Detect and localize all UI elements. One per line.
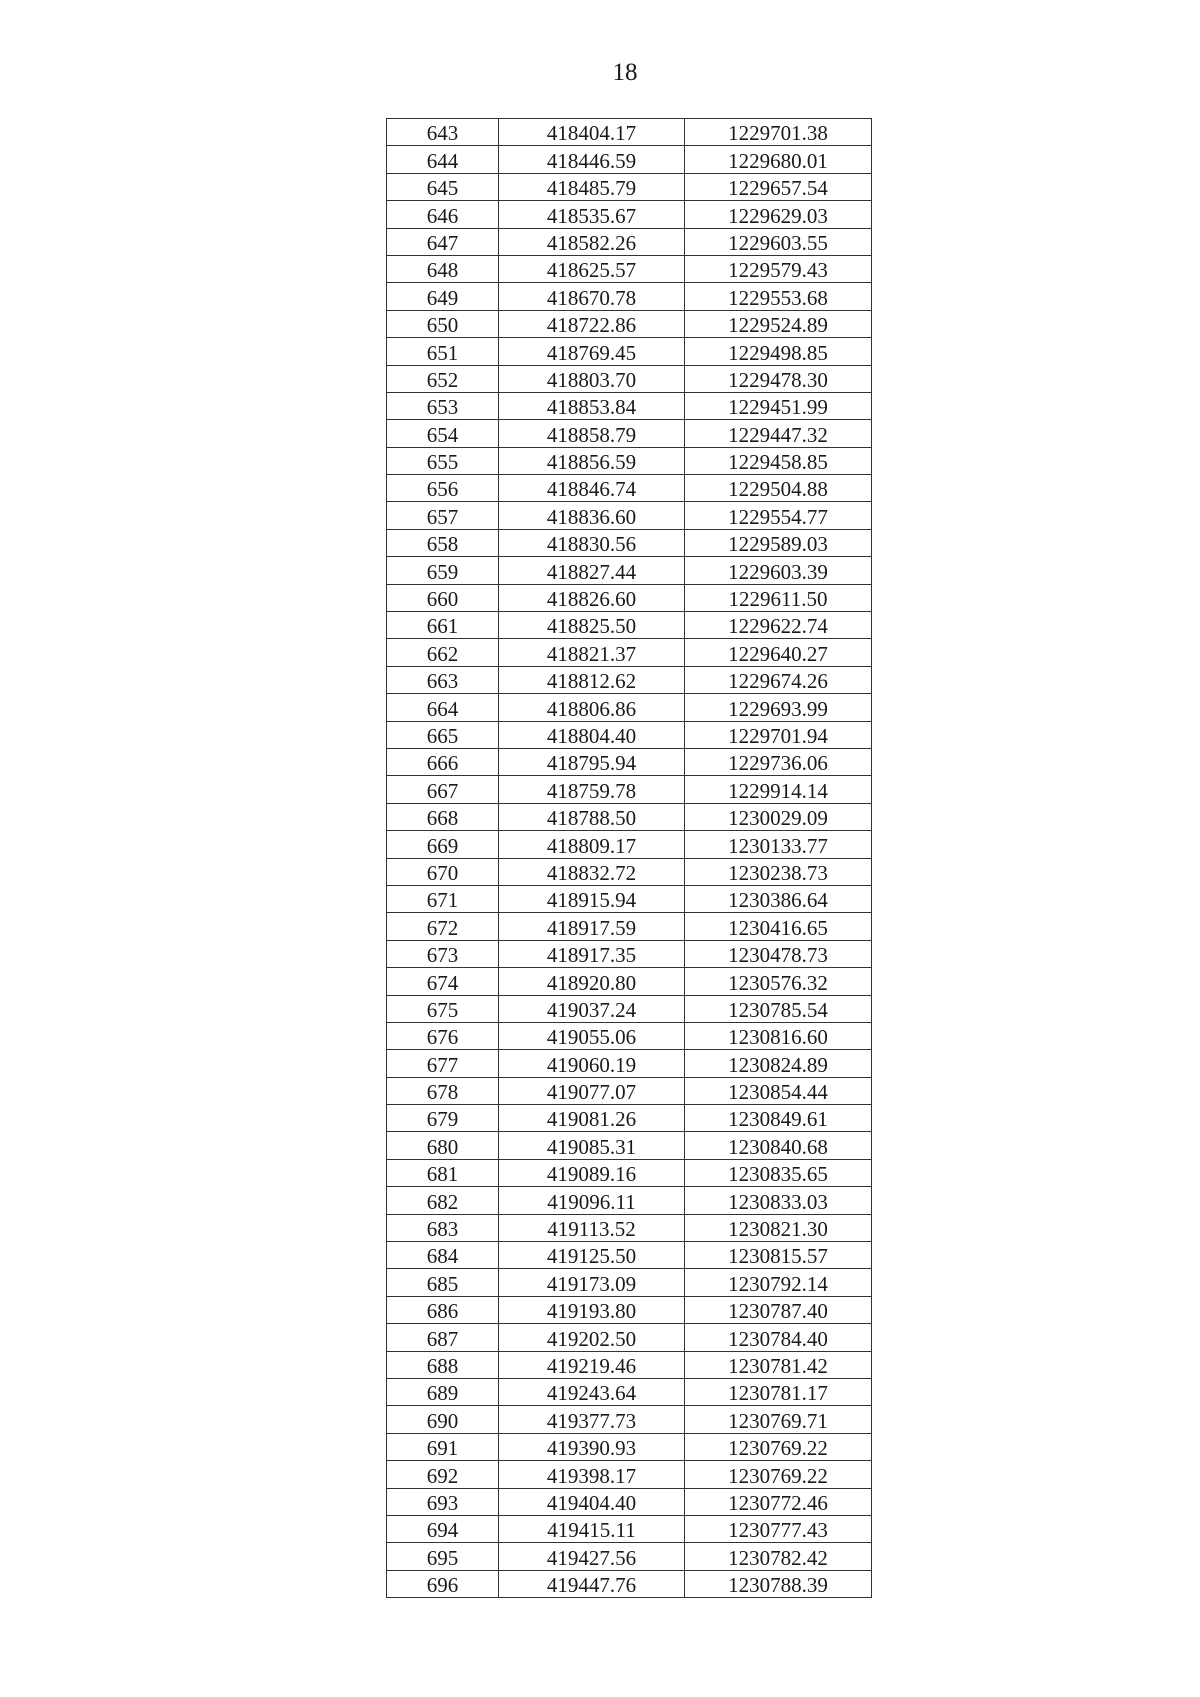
table-row	[387, 858, 872, 885]
y-coordinate-cell: 1229504.88	[685, 475, 872, 502]
y-coordinate-cell: 1229458.85	[685, 447, 872, 474]
y-coordinate-cell: 1230854.44	[685, 1077, 872, 1104]
x-coordinate-cell: 418788.50	[499, 803, 685, 830]
table-row	[387, 1022, 872, 1049]
table-row	[387, 1543, 872, 1570]
x-coordinate-cell: 418920.80	[499, 968, 685, 995]
y-coordinate-cell: 1230478.73	[685, 940, 872, 967]
y-coordinate-cell: 1230816.60	[685, 1022, 872, 1049]
x-coordinate-cell: 418803.70	[499, 365, 685, 392]
table-row	[387, 639, 872, 666]
x-coordinate-cell: 418806.86	[499, 694, 685, 721]
table-row	[387, 1515, 872, 1542]
page-number: 18	[612, 59, 638, 86]
x-coordinate-cell: 419390.93	[499, 1433, 685, 1460]
y-coordinate-cell: 1230781.42	[685, 1351, 872, 1378]
point-number-cell: 688	[387, 1351, 499, 1378]
y-coordinate-cell: 1229611.50	[685, 584, 872, 611]
table-row	[387, 392, 872, 419]
x-coordinate-cell: 418404.17	[499, 119, 685, 146]
x-coordinate-cell: 418535.67	[499, 201, 685, 228]
point-number-cell: 681	[387, 1159, 499, 1186]
point-number-cell: 649	[387, 283, 499, 310]
point-number-cell: 660	[387, 584, 499, 611]
point-number-cell: 692	[387, 1461, 499, 1488]
x-coordinate-cell: 418795.94	[499, 748, 685, 775]
point-number-cell: 650	[387, 310, 499, 337]
y-coordinate-cell: 1229701.94	[685, 721, 872, 748]
point-number-cell: 657	[387, 502, 499, 529]
x-coordinate-cell: 418836.60	[499, 502, 685, 529]
y-coordinate-cell: 1230792.14	[685, 1269, 872, 1296]
point-number-cell: 656	[387, 475, 499, 502]
x-coordinate-cell: 419404.40	[499, 1488, 685, 1515]
x-coordinate-cell: 419202.50	[499, 1324, 685, 1351]
x-coordinate-cell: 418769.45	[499, 338, 685, 365]
x-coordinate-cell: 418812.62	[499, 666, 685, 693]
point-number-cell: 647	[387, 228, 499, 255]
table-row	[387, 283, 872, 310]
y-coordinate-cell: 1230782.42	[685, 1543, 872, 1570]
x-coordinate-cell: 418485.79	[499, 173, 685, 200]
y-coordinate-cell: 1229622.74	[685, 612, 872, 639]
y-coordinate-cell: 1230133.77	[685, 831, 872, 858]
y-coordinate-cell: 1229524.89	[685, 310, 872, 337]
x-coordinate-cell: 419055.06	[499, 1022, 685, 1049]
point-number-cell: 678	[387, 1077, 499, 1104]
x-coordinate-cell: 418915.94	[499, 885, 685, 912]
table-row	[387, 420, 872, 447]
x-coordinate-cell: 419173.09	[499, 1269, 685, 1296]
point-number-cell: 683	[387, 1214, 499, 1241]
coordinates-table-body	[387, 119, 872, 1598]
table-row	[387, 529, 872, 556]
y-coordinate-cell: 1229603.55	[685, 228, 872, 255]
x-coordinate-cell: 419096.11	[499, 1187, 685, 1214]
y-coordinate-cell: 1230833.03	[685, 1187, 872, 1214]
point-number-cell: 658	[387, 529, 499, 556]
point-number-cell: 679	[387, 1105, 499, 1132]
table-row	[387, 803, 872, 830]
point-number-cell: 665	[387, 721, 499, 748]
y-coordinate-cell: 1229579.43	[685, 255, 872, 282]
x-coordinate-cell: 418853.84	[499, 392, 685, 419]
table-row	[387, 721, 872, 748]
table-row	[387, 228, 872, 255]
point-number-cell: 694	[387, 1515, 499, 1542]
y-coordinate-cell: 1230769.22	[685, 1461, 872, 1488]
point-number-cell: 652	[387, 365, 499, 392]
point-number-cell: 663	[387, 666, 499, 693]
table-row	[387, 1050, 872, 1077]
x-coordinate-cell: 418825.50	[499, 612, 685, 639]
point-number-cell: 685	[387, 1269, 499, 1296]
x-coordinate-cell: 419193.80	[499, 1296, 685, 1323]
table-row	[387, 1351, 872, 1378]
table-row	[387, 748, 872, 775]
y-coordinate-cell: 1229478.30	[685, 365, 872, 392]
y-coordinate-cell: 1229553.68	[685, 283, 872, 310]
table-row	[387, 1324, 872, 1351]
point-number-cell: 646	[387, 201, 499, 228]
x-coordinate-cell: 418858.79	[499, 420, 685, 447]
point-number-cell: 669	[387, 831, 499, 858]
x-coordinate-cell: 419081.26	[499, 1105, 685, 1132]
y-coordinate-cell: 1230777.43	[685, 1515, 872, 1542]
point-number-cell: 644	[387, 146, 499, 173]
table-row	[387, 612, 872, 639]
table-row	[387, 1570, 872, 1597]
x-coordinate-cell: 419060.19	[499, 1050, 685, 1077]
point-number-cell: 689	[387, 1378, 499, 1405]
y-coordinate-cell: 1229680.01	[685, 146, 872, 173]
y-coordinate-cell: 1229640.27	[685, 639, 872, 666]
y-coordinate-cell: 1230835.65	[685, 1159, 872, 1186]
x-coordinate-cell: 418856.59	[499, 447, 685, 474]
point-number-cell: 680	[387, 1132, 499, 1159]
x-coordinate-cell: 419085.31	[499, 1132, 685, 1159]
point-number-cell: 671	[387, 885, 499, 912]
y-coordinate-cell: 1230849.61	[685, 1105, 872, 1132]
table-row	[387, 447, 872, 474]
point-number-cell: 653	[387, 392, 499, 419]
point-number-cell: 675	[387, 995, 499, 1022]
point-number-cell: 643	[387, 119, 499, 146]
x-coordinate-cell: 419077.07	[499, 1077, 685, 1104]
table-row	[387, 666, 872, 693]
table-row	[387, 365, 872, 392]
table-row	[387, 776, 872, 803]
y-coordinate-cell: 1230815.57	[685, 1242, 872, 1269]
x-coordinate-cell: 418804.40	[499, 721, 685, 748]
y-coordinate-cell: 1229498.85	[685, 338, 872, 365]
y-coordinate-cell: 1229603.39	[685, 557, 872, 584]
y-coordinate-cell: 1230772.46	[685, 1488, 872, 1515]
y-coordinate-cell: 1229914.14	[685, 776, 872, 803]
x-coordinate-cell: 419427.56	[499, 1543, 685, 1570]
table-row	[387, 1159, 872, 1186]
point-number-cell: 666	[387, 748, 499, 775]
table-row	[387, 1296, 872, 1323]
x-coordinate-cell: 418917.35	[499, 940, 685, 967]
table-row	[387, 255, 872, 282]
x-coordinate-cell: 418446.59	[499, 146, 685, 173]
y-coordinate-cell: 1230576.32	[685, 968, 872, 995]
y-coordinate-cell: 1230769.71	[685, 1406, 872, 1433]
table-row	[387, 557, 872, 584]
x-coordinate-cell: 418832.72	[499, 858, 685, 885]
x-coordinate-cell: 419377.73	[499, 1406, 685, 1433]
y-coordinate-cell: 1230785.54	[685, 995, 872, 1022]
table-row	[387, 119, 872, 146]
table-row	[387, 913, 872, 940]
point-number-cell: 693	[387, 1488, 499, 1515]
x-coordinate-cell: 418670.78	[499, 283, 685, 310]
x-coordinate-cell: 419037.24	[499, 995, 685, 1022]
point-number-cell: 673	[387, 940, 499, 967]
x-coordinate-cell: 418821.37	[499, 639, 685, 666]
y-coordinate-cell: 1230781.17	[685, 1378, 872, 1405]
table-row	[387, 584, 872, 611]
y-coordinate-cell: 1229554.77	[685, 502, 872, 529]
table-row	[387, 475, 872, 502]
x-coordinate-cell: 419113.52	[499, 1214, 685, 1241]
table-row	[387, 1488, 872, 1515]
point-number-cell: 659	[387, 557, 499, 584]
table-row	[387, 1132, 872, 1159]
y-coordinate-cell: 1229736.06	[685, 748, 872, 775]
x-coordinate-cell: 419243.64	[499, 1378, 685, 1405]
y-coordinate-cell: 1230416.65	[685, 913, 872, 940]
y-coordinate-cell: 1229657.54	[685, 173, 872, 200]
y-coordinate-cell: 1230029.09	[685, 803, 872, 830]
point-number-cell: 676	[387, 1022, 499, 1049]
point-number-cell: 674	[387, 968, 499, 995]
y-coordinate-cell: 1230769.22	[685, 1433, 872, 1460]
table-row	[387, 1461, 872, 1488]
y-coordinate-cell: 1230840.68	[685, 1132, 872, 1159]
table-row	[387, 1269, 872, 1296]
y-coordinate-cell: 1229693.99	[685, 694, 872, 721]
table-row	[387, 173, 872, 200]
x-coordinate-cell: 419398.17	[499, 1461, 685, 1488]
y-coordinate-cell: 1230784.40	[685, 1324, 872, 1351]
table-row	[387, 338, 872, 365]
x-coordinate-cell: 419125.50	[499, 1242, 685, 1269]
point-number-cell: 664	[387, 694, 499, 721]
table-row	[387, 940, 872, 967]
y-coordinate-cell: 1230788.39	[685, 1570, 872, 1597]
x-coordinate-cell: 419415.11	[499, 1515, 685, 1542]
y-coordinate-cell: 1229589.03	[685, 529, 872, 556]
table-row	[387, 1187, 872, 1214]
x-coordinate-cell: 418826.60	[499, 584, 685, 611]
table-row	[387, 1433, 872, 1460]
point-number-cell: 667	[387, 776, 499, 803]
y-coordinate-cell: 1229629.03	[685, 201, 872, 228]
point-number-cell: 684	[387, 1242, 499, 1269]
x-coordinate-cell: 418625.57	[499, 255, 685, 282]
point-number-cell: 686	[387, 1296, 499, 1323]
y-coordinate-cell: 1229451.99	[685, 392, 872, 419]
point-number-cell: 690	[387, 1406, 499, 1433]
point-number-cell: 651	[387, 338, 499, 365]
table-row	[387, 1406, 872, 1433]
x-coordinate-cell: 418722.86	[499, 310, 685, 337]
table-row	[387, 1378, 872, 1405]
point-number-cell: 654	[387, 420, 499, 447]
x-coordinate-cell: 419447.76	[499, 1570, 685, 1597]
y-coordinate-cell: 1229701.38	[685, 119, 872, 146]
point-number-cell: 648	[387, 255, 499, 282]
coordinates-table	[386, 118, 872, 1598]
x-coordinate-cell: 418917.59	[499, 913, 685, 940]
point-number-cell: 682	[387, 1187, 499, 1214]
table-row	[387, 831, 872, 858]
point-number-cell: 655	[387, 447, 499, 474]
point-number-cell: 662	[387, 639, 499, 666]
table-row	[387, 310, 872, 337]
table-row	[387, 885, 872, 912]
x-coordinate-cell: 418582.26	[499, 228, 685, 255]
x-coordinate-cell: 418846.74	[499, 475, 685, 502]
point-number-cell: 687	[387, 1324, 499, 1351]
point-number-cell: 672	[387, 913, 499, 940]
point-number-cell: 661	[387, 612, 499, 639]
y-coordinate-cell: 1230824.89	[685, 1050, 872, 1077]
y-coordinate-cell: 1230821.30	[685, 1214, 872, 1241]
table-row	[387, 201, 872, 228]
table-row	[387, 1242, 872, 1269]
point-number-cell: 645	[387, 173, 499, 200]
table-row	[387, 968, 872, 995]
table-row	[387, 1214, 872, 1241]
y-coordinate-cell: 1230386.64	[685, 885, 872, 912]
x-coordinate-cell: 418830.56	[499, 529, 685, 556]
y-coordinate-cell: 1230787.40	[685, 1296, 872, 1323]
point-number-cell: 691	[387, 1433, 499, 1460]
y-coordinate-cell: 1229674.26	[685, 666, 872, 693]
y-coordinate-cell: 1229447.32	[685, 420, 872, 447]
x-coordinate-cell: 419089.16	[499, 1159, 685, 1186]
x-coordinate-cell: 419219.46	[499, 1351, 685, 1378]
point-number-cell: 670	[387, 858, 499, 885]
point-number-cell: 677	[387, 1050, 499, 1077]
point-number-cell: 696	[387, 1570, 499, 1597]
table-row	[387, 146, 872, 173]
table-row	[387, 502, 872, 529]
table-row	[387, 694, 872, 721]
y-coordinate-cell: 1230238.73	[685, 858, 872, 885]
table-row	[387, 1077, 872, 1104]
table-row	[387, 995, 872, 1022]
x-coordinate-cell: 418827.44	[499, 557, 685, 584]
point-number-cell: 668	[387, 803, 499, 830]
x-coordinate-cell: 418809.17	[499, 831, 685, 858]
x-coordinate-cell: 418759.78	[499, 776, 685, 803]
point-number-cell: 695	[387, 1543, 499, 1570]
table-row	[387, 1105, 872, 1132]
